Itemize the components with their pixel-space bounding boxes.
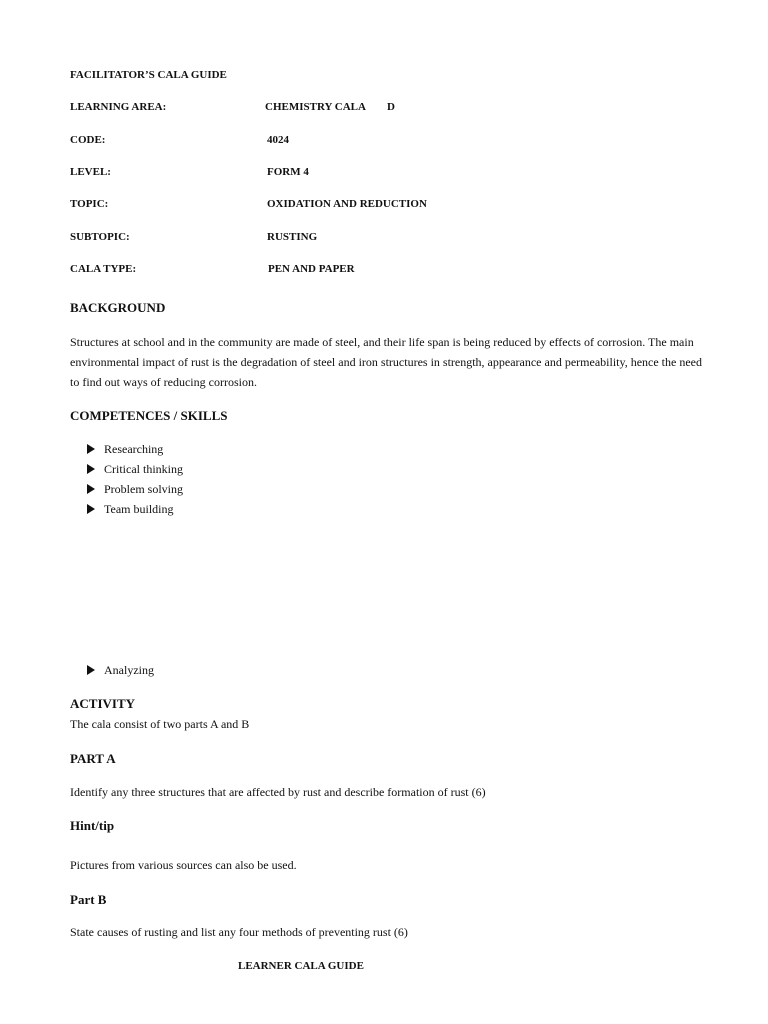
part-b-heading: Part B (70, 892, 107, 907)
activity-heading: ACTIVITY (70, 696, 136, 711)
field-value-learning-area-extra: D (387, 101, 395, 113)
competences-heading: COMPETENCES / SKILLS (70, 408, 228, 423)
list-item-label: Analyzing (104, 663, 154, 677)
part-a-heading: PART A (70, 751, 116, 766)
arrow-bullet-icon (87, 665, 95, 675)
background-text: Structures at school and in the community are made of steel, and their life span is being reduced by effects of corrosion. The main environmental impact of rust is the degradation of steel and iron structures in strength, appearance and permeability, hence the need to find out ways of reducing corrosion. (70, 335, 702, 389)
background-heading: BACKGROUND (70, 300, 166, 315)
field-label-code: CODE: (70, 134, 106, 146)
field-value-level: FORM 4 (267, 166, 309, 178)
list-item (87, 502, 173, 517)
list-item-label: Problem solving (104, 482, 184, 496)
hint-heading: Hint/tip (70, 818, 115, 833)
part-a-text: Identify any three structures that are affected by rust and describe formation of rust (6) (70, 785, 486, 799)
field-value-topic: OXIDATION AND REDUCTION (267, 198, 427, 210)
hint-text: Pictures from various sources can also be used. (70, 858, 297, 872)
learner-guide-title: LEARNER CALA GUIDE (238, 960, 364, 972)
field-label-topic: TOPIC: (70, 198, 109, 210)
list-item (87, 442, 163, 457)
list-item (87, 462, 183, 477)
field-label-learning-area: LEARNING AREA: (70, 101, 167, 113)
list-item (87, 482, 183, 497)
arrow-bullet-icon (87, 444, 95, 454)
document-title: FACILITATOR’S CALA GUIDE (70, 69, 227, 81)
list-item (87, 663, 154, 678)
field-value-learning-area: CHEMISTRY CALA (265, 101, 366, 113)
activity-text: The cala consist of two parts A and B (70, 717, 250, 731)
arrow-bullet-icon (87, 464, 95, 474)
field-value-code: 4024 (267, 134, 289, 146)
arrow-bullet-icon (87, 484, 95, 494)
field-label-subtopic: SUBTOPIC: (70, 231, 130, 243)
part-b-text: State causes of rusting and list any four methods of preventing rust (6) (70, 925, 408, 939)
list-item-label: Team building (104, 502, 174, 516)
list-item-label: Critical thinking (104, 462, 183, 476)
field-label-cala-type: CALA TYPE: (70, 263, 137, 275)
field-value-subtopic: RUSTING (267, 231, 318, 243)
field-value-cala-type: PEN AND PAPER (268, 263, 355, 275)
field-label-level: LEVEL: (70, 166, 111, 178)
list-item-label: Researching (104, 442, 164, 456)
arrow-bullet-icon (87, 504, 95, 514)
